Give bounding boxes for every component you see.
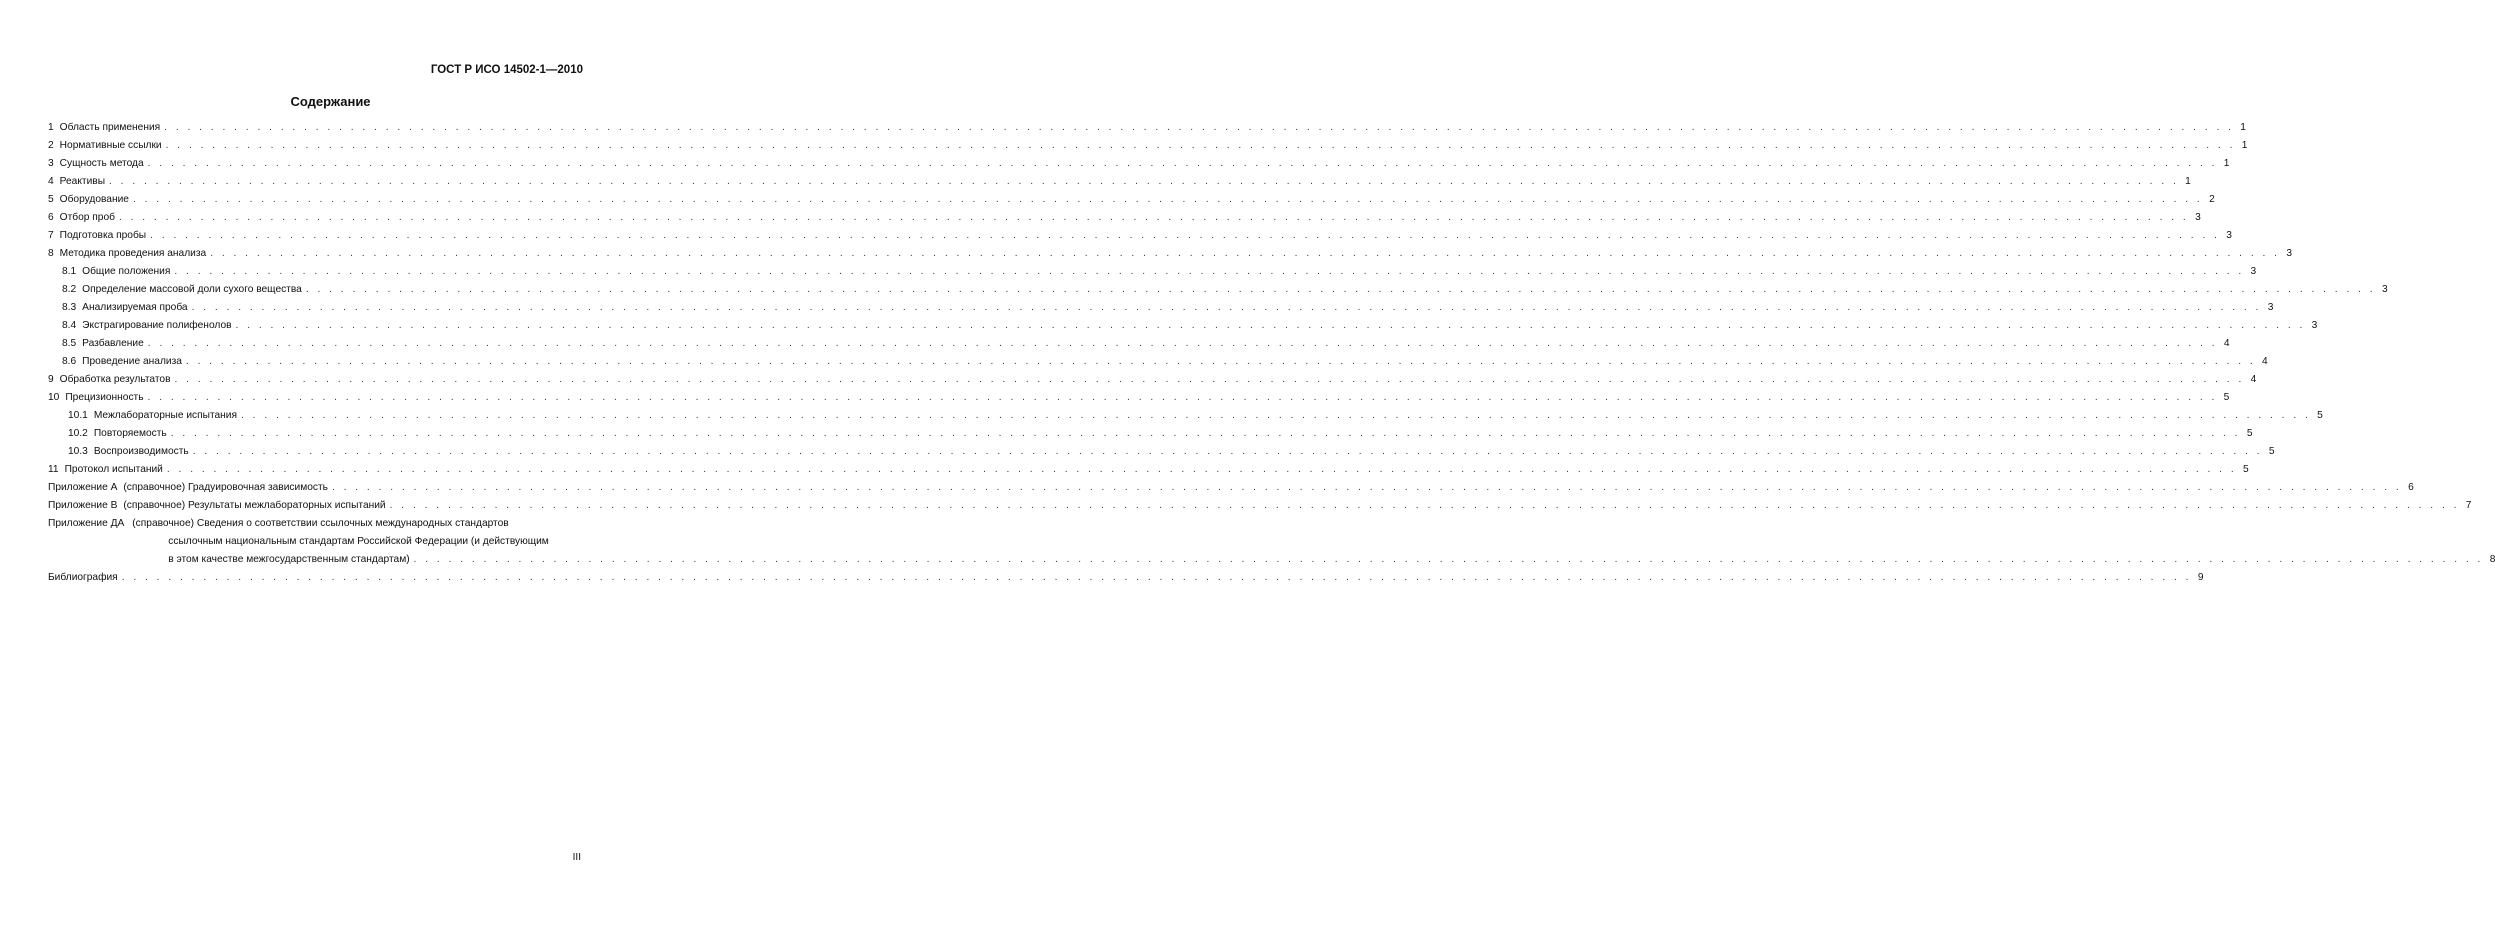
- toc-entry-text: Определение массовой доли сухого вещества: [82, 284, 302, 295]
- toc-entry-text: Оборудование: [59, 194, 129, 205]
- toc-entry-number: 3: [48, 158, 54, 169]
- toc-entry-number: 8.6: [62, 356, 77, 367]
- toc-entry[interactable]: [48, 137, 2248, 155]
- toc-entry-number: 11: [48, 464, 59, 475]
- toc-entry-appendix-da[interactable]: [48, 515, 2495, 569]
- toc-entry-number: 10.1: [68, 410, 88, 421]
- toc-entry[interactable]: [48, 245, 2292, 263]
- toc-entry-text: Подготовка пробы: [59, 230, 147, 241]
- toc-entry-text: Межлабораторные испытания: [93, 410, 238, 421]
- toc-page-number: 4: [2262, 356, 2268, 367]
- toc-page-number: 6: [2408, 482, 2414, 493]
- toc-entry[interactable]: [48, 191, 2215, 209]
- toc-entry[interactable]: [48, 371, 2257, 389]
- toc-entry-number: 9: [48, 374, 54, 385]
- toc-entry[interactable]: [48, 389, 2230, 407]
- toc-entry-number: 10.3: [68, 446, 88, 457]
- toc-entry[interactable]: [48, 461, 2249, 479]
- toc-entry-number: 4: [48, 176, 54, 187]
- toc-page-number: 2: [2209, 194, 2215, 205]
- toc-entry-text: Отбор проб: [59, 212, 115, 223]
- leader-dots: [390, 497, 2460, 515]
- leader-dots: [167, 461, 2237, 479]
- toc-entries: [48, 119, 2472, 515]
- leader-dots: [150, 227, 2220, 245]
- toc-page-number: 5: [2246, 428, 2253, 439]
- page-number: III: [572, 852, 581, 863]
- toc-entry-text: Реактивы: [59, 176, 106, 187]
- toc-entry-number: 6: [48, 212, 54, 223]
- toc-entry-text: Сущность метода: [59, 158, 144, 169]
- leader-dots: [175, 371, 2245, 389]
- toc-entry-number: 5: [48, 194, 54, 205]
- leader-dots: [109, 173, 2179, 191]
- toc-page-number: 8: [2489, 554, 2495, 565]
- toc-entry-number: Приложение В: [48, 500, 118, 511]
- toc-page-number: 3: [2286, 248, 2292, 259]
- toc-entry-text: Протокол испытаний: [64, 464, 163, 475]
- toc-page-number: 3: [2226, 230, 2232, 241]
- toc-entry[interactable]: [48, 353, 2268, 371]
- toc-entry[interactable]: [48, 227, 2232, 245]
- toc-entry-number: 8.1: [62, 266, 77, 277]
- toc-entry-number: 8.2: [62, 284, 77, 295]
- toc-page-number: 3: [2250, 266, 2257, 277]
- toc-page-number: 5: [2268, 446, 2275, 457]
- toc-page-number: 1: [2240, 122, 2246, 133]
- leader-dots: [148, 155, 2218, 173]
- toc-entry-number: 8.5: [62, 338, 77, 349]
- toc-entry-text: Анализируемая проба: [82, 302, 188, 313]
- leader-dots: [193, 443, 2263, 461]
- toc-entry-number: 10: [48, 392, 60, 403]
- toc-entry[interactable]: [48, 263, 2257, 281]
- toc-entry[interactable]: [48, 443, 2275, 461]
- toc-entry-text: Воспроизводимость: [93, 446, 189, 457]
- toc-page-number: 5: [2243, 464, 2249, 475]
- appendix-da-line-1: (справочное) Сведения о соответствии ссылочных международных стандартов: [132, 518, 509, 529]
- leader-dots: [166, 137, 2236, 155]
- toc-entry-number: 10.2: [68, 428, 88, 439]
- toc-entry-text: Библиография: [48, 572, 118, 583]
- leader-dots: [148, 389, 2218, 407]
- toc-entry-text: Прецизионность: [65, 392, 144, 403]
- toc-entry-bibliography[interactable]: [48, 569, 2204, 587]
- leader-dots: [164, 119, 2234, 137]
- toc-entry-text: Повторяемость: [93, 428, 167, 439]
- toc-entry[interactable]: [48, 497, 2472, 515]
- toc-entry-number: 2: [48, 140, 54, 151]
- toc-page-number: 3: [2195, 212, 2201, 223]
- toc-page-number: 7: [2465, 500, 2472, 511]
- toc-entry-number: 8.3: [62, 302, 77, 313]
- toc-entry[interactable]: [48, 407, 2323, 425]
- leader-dots: [148, 335, 2218, 353]
- toc-title: Содержание: [290, 94, 371, 109]
- toc-entry[interactable]: [48, 209, 2201, 227]
- toc-entry[interactable]: [48, 425, 2253, 443]
- toc-page-number: 4: [2223, 338, 2230, 349]
- toc-entry[interactable]: [48, 317, 2318, 335]
- toc-page-number: 1: [2185, 176, 2191, 187]
- leader-dots: [192, 299, 2262, 317]
- toc-page-number: 5: [2223, 392, 2230, 403]
- leader-dots: [332, 479, 2402, 497]
- leader-dots: [186, 353, 2256, 371]
- toc-entry-text: Общие положения: [82, 266, 171, 277]
- toc-entry-text: Экстрагирование полифенолов: [82, 320, 232, 331]
- toc-entry[interactable]: [48, 155, 2230, 173]
- toc-entry-number: Приложение А: [48, 482, 118, 493]
- toc-entry-number: 8: [48, 248, 54, 259]
- toc-page-number: 4: [2250, 374, 2257, 385]
- document-code: ГОСТ Р ИСО 14502-1—2010: [430, 64, 583, 76]
- leader-dots: [174, 263, 2244, 281]
- toc-entry-number: 1: [48, 122, 54, 133]
- leader-dots: [241, 407, 2311, 425]
- toc-entry[interactable]: [48, 299, 2274, 317]
- toc-page-number: 3: [2311, 320, 2318, 331]
- toc-entry-text: Разбавление: [82, 338, 144, 349]
- toc-page-number: 3: [2381, 284, 2388, 295]
- toc-entry-text: (справочное) Результаты межлабораторных испытаний: [123, 500, 386, 511]
- leader-dots: [133, 191, 2203, 209]
- toc-entry[interactable]: [48, 119, 2246, 137]
- leader-dots: [414, 551, 2484, 569]
- leader-dots: [210, 245, 2280, 263]
- toc-page-number: 9: [2197, 572, 2204, 583]
- toc-page-number: 1: [2223, 158, 2230, 169]
- toc-page-number: 3: [2267, 302, 2274, 313]
- toc-entry-text: Обработка результатов: [59, 374, 171, 385]
- appendix-da-line-2: ссылочным национальным стандартам Российской Федерации (и действующим: [168, 536, 549, 547]
- toc-entry-number: 7: [48, 230, 54, 241]
- table-of-contents: [48, 119, 2495, 587]
- toc-entry-text: Нормативные ссылки: [59, 140, 162, 151]
- appendix-da-label: Приложение ДА: [48, 518, 125, 529]
- leader-dots: [119, 209, 2189, 227]
- toc-entry[interactable]: [48, 479, 2414, 497]
- toc-entry[interactable]: [48, 335, 2230, 353]
- leader-dots: [306, 281, 2376, 299]
- toc-page-number: 5: [2317, 410, 2323, 421]
- toc-page-number: 1: [2241, 140, 2248, 151]
- toc-entry-number: 8.4: [62, 320, 77, 331]
- toc-entry[interactable]: [48, 173, 2191, 191]
- toc-entry-text: Область применения: [59, 122, 161, 133]
- toc-entry-text: (справочное) Градуировочная зависимость: [123, 482, 328, 493]
- appendix-da-line-3: в этом качестве межгосударственным стандартам): [168, 554, 410, 565]
- leader-dots: [122, 569, 2192, 587]
- toc-entry[interactable]: [48, 281, 2388, 299]
- toc-entry-text: Методика проведения анализа: [59, 248, 207, 259]
- leader-dots: [236, 317, 2306, 335]
- leader-dots: [171, 425, 2241, 443]
- toc-entry-text: Проведение анализа: [82, 356, 182, 367]
